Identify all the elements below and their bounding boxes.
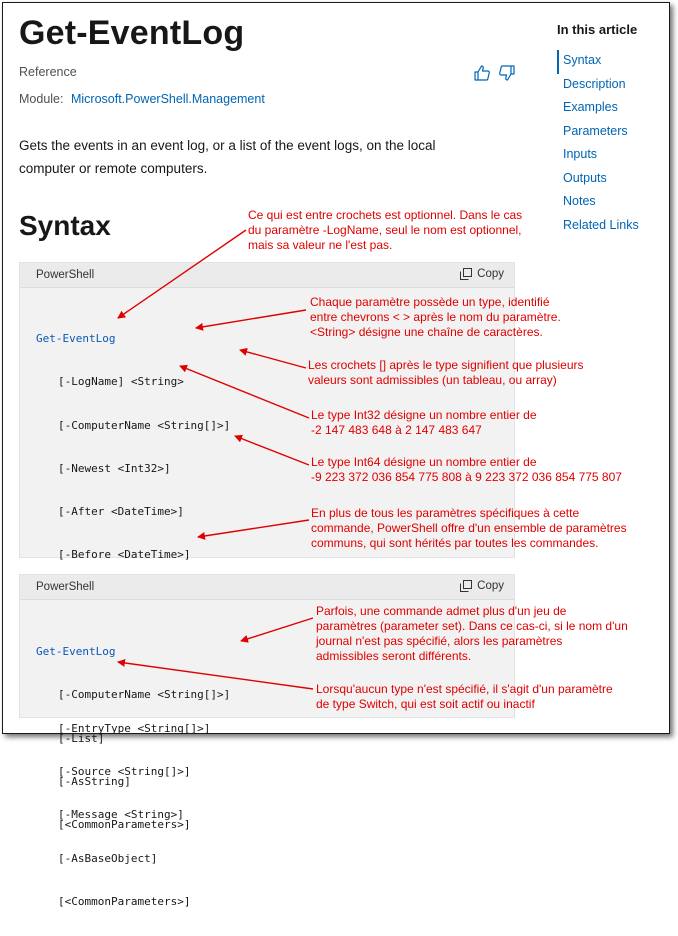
code-param: [-LogName] <String> xyxy=(58,375,184,389)
code-body xyxy=(36,617,230,859)
code-param: [-List] xyxy=(58,731,105,745)
code-param: [-Newest <Int32>] xyxy=(58,461,171,475)
annotation-line: journal n'est pas spécifié, alors les paramètres xyxy=(316,634,563,648)
code-header xyxy=(20,263,514,288)
toc-item-description[interactable]: Description xyxy=(563,76,626,91)
copy-icon xyxy=(460,268,472,280)
annotation-parameter-set xyxy=(316,604,628,664)
code-param: [-Source <String[]>] xyxy=(58,764,191,778)
code-language: PowerShell xyxy=(36,581,95,593)
toc-item-outputs[interactable]: Outputs xyxy=(563,170,607,185)
code-param: [-AsString] xyxy=(58,774,131,788)
annotation-line: Les crochets [] après le type signifient que plusieurs xyxy=(308,358,584,372)
thumbs-up-icon[interactable] xyxy=(473,64,491,82)
toc-title: In this article xyxy=(557,22,638,37)
page-description xyxy=(19,134,489,180)
description-line: computer or remote computers. xyxy=(19,161,208,176)
annotation-common-params xyxy=(311,506,627,551)
annotation-optional-brackets xyxy=(248,208,522,253)
toc-item-parameters[interactable]: Parameters xyxy=(563,123,628,138)
annotation-line: -9 223 372 036 854 775 808 à 9 223 372 036 854 775 807 xyxy=(311,470,622,484)
toc-item-notes[interactable]: Notes xyxy=(563,194,596,208)
toc-item-syntax[interactable]: Syntax xyxy=(557,50,639,74)
annotation-line: En plus de tous les paramètres spécifiques à cette xyxy=(311,506,580,520)
annotation-line: Le type Int32 désigne un nombre entier de xyxy=(311,408,537,422)
copy-label: Copy xyxy=(477,580,504,592)
annotation-line: de type Switch, qui est soit actif ou inactif xyxy=(316,697,535,711)
code-command: Get-EventLog xyxy=(36,332,116,345)
annotation-line: paramètres (parameter set). Dans ce cas-ci, si le nom d'un xyxy=(316,619,628,633)
reference-label: Reference xyxy=(19,65,77,79)
annotation-param-type xyxy=(310,295,561,340)
annotation-line: admissibles seront différents. xyxy=(316,649,472,663)
annotation-line: mais sa valeur ne l'est pas. xyxy=(248,238,393,252)
code-param: [<CommonParameters>] xyxy=(58,818,191,832)
toc-item-inputs[interactable]: Inputs xyxy=(563,147,598,161)
module-link[interactable]: Microsoft.PowerShell.Management xyxy=(70,92,265,106)
code-param: [-ComputerName <String[]>] xyxy=(58,418,231,432)
thumbs-down-icon[interactable] xyxy=(498,64,516,82)
annotation-int64 xyxy=(311,455,622,485)
code-header xyxy=(20,575,514,600)
annotation-line: Lorsqu'aucun type n'est spécifié, il s'agit d'un paramètre xyxy=(316,682,613,696)
code-param: [-Before <DateTime>] xyxy=(58,548,191,562)
code-param: [-Message <String>] xyxy=(58,808,184,822)
annotation-line: Chaque paramètre possède un type, identifié xyxy=(310,295,550,309)
annotation-line: entre chevrons < > après le nom du paramètre. xyxy=(310,310,561,324)
toc-list xyxy=(557,50,639,238)
module-info xyxy=(19,92,265,106)
annotation-line: Ce qui est entre crochets est optionnel. Dans le cas xyxy=(248,208,523,222)
annotation-line: Parfois, une commande admet plus d'un jeu de xyxy=(316,604,567,618)
annotation-line: Le type Int64 désigne un nombre entier de xyxy=(311,455,537,469)
code-param: [-AsBaseObject] xyxy=(58,851,158,865)
page-title: Get-EventLog xyxy=(19,14,245,52)
code-param: [-ComputerName <String[]>] xyxy=(58,688,231,702)
annotation-int32 xyxy=(311,408,537,438)
annotation-line: -2 147 483 648 à 2 147 483 647 xyxy=(311,423,482,437)
code-param: [<CommonParameters>] xyxy=(58,894,191,908)
annotation-line: du paramètre -LogName, seul le nom est optionnel, xyxy=(248,223,522,237)
description-line: Gets the events in an event log, or a list of the event logs, on the local xyxy=(19,138,436,153)
copy-label: Copy xyxy=(477,268,504,280)
annotation-array xyxy=(308,358,583,388)
code-command: Get-EventLog xyxy=(36,645,116,658)
code-language: PowerShell xyxy=(36,269,95,281)
code-param: [-After <DateTime>] xyxy=(58,505,184,519)
module-label: Module: xyxy=(19,92,64,106)
code-param: [-EntryType <String[]>] xyxy=(58,721,211,735)
copy-icon xyxy=(460,580,472,592)
syntax-heading: Syntax xyxy=(19,210,111,241)
annotation-line: communs, qui sont hérités par toutes les commandes. xyxy=(311,536,599,550)
annotation-line: <String> désigne une chaîne de caractères. xyxy=(310,325,543,339)
toc-item-examples[interactable]: Examples xyxy=(563,100,618,114)
annotation-line: valeurs sont admissibles (un tableau, ou array) xyxy=(308,373,557,387)
copy-button[interactable] xyxy=(460,268,504,280)
annotation-line: commande, PowerShell offre d'un ensemble de paramètres xyxy=(311,521,627,535)
annotation-switch xyxy=(316,682,613,712)
toc-item-related-links[interactable]: Related Links xyxy=(563,217,639,232)
copy-button[interactable] xyxy=(460,580,504,592)
